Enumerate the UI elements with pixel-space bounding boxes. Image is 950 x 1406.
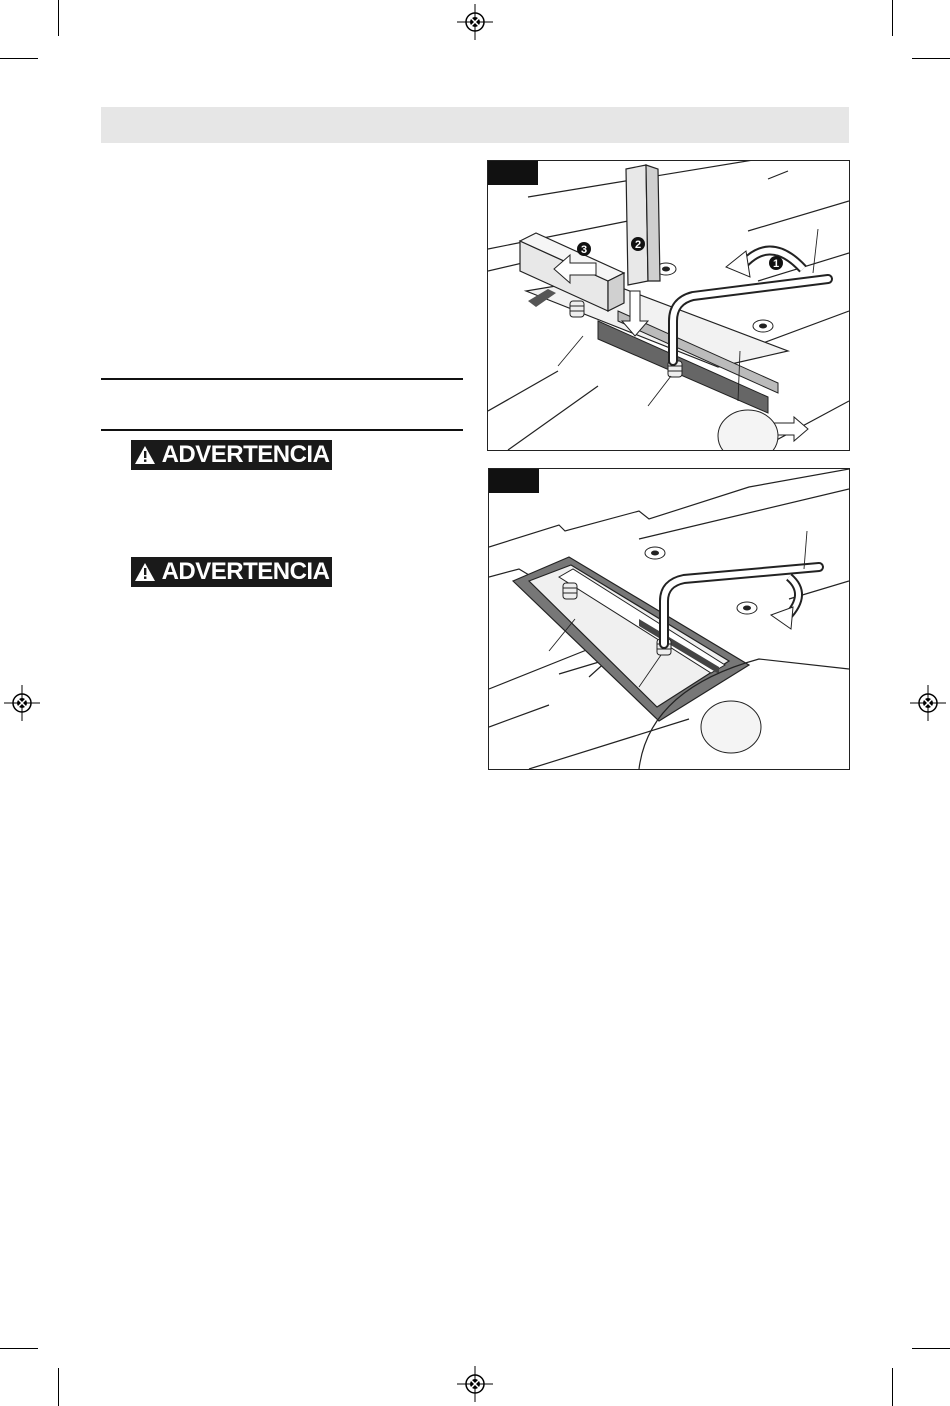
warning-triangle-icon	[134, 445, 156, 465]
figure-2-illustration	[489, 469, 849, 769]
section-header-bar	[101, 107, 849, 143]
warning-label-text: ADVERTENCIA	[161, 558, 330, 585]
registration-mark-icon	[457, 4, 493, 40]
figure-1-illustration	[488, 161, 849, 450]
registration-mark-icon	[457, 1366, 493, 1402]
warning-label	[131, 557, 332, 587]
divider-rule	[101, 429, 463, 431]
warning-label	[131, 440, 332, 470]
step-callout-1: 1	[772, 258, 780, 270]
figure-number-tab	[488, 161, 538, 185]
registration-mark-icon	[4, 685, 40, 721]
figure-2	[488, 468, 850, 770]
figure-1	[487, 160, 850, 451]
step-callout-2: 2	[634, 239, 642, 251]
registration-mark-icon	[910, 685, 946, 721]
warning-triangle-icon	[134, 562, 156, 582]
warning-label-text: ADVERTENCIA	[161, 441, 330, 468]
divider-rule	[101, 378, 463, 380]
figure-number-tab	[489, 469, 539, 493]
step-callout-3: 3	[580, 244, 588, 256]
